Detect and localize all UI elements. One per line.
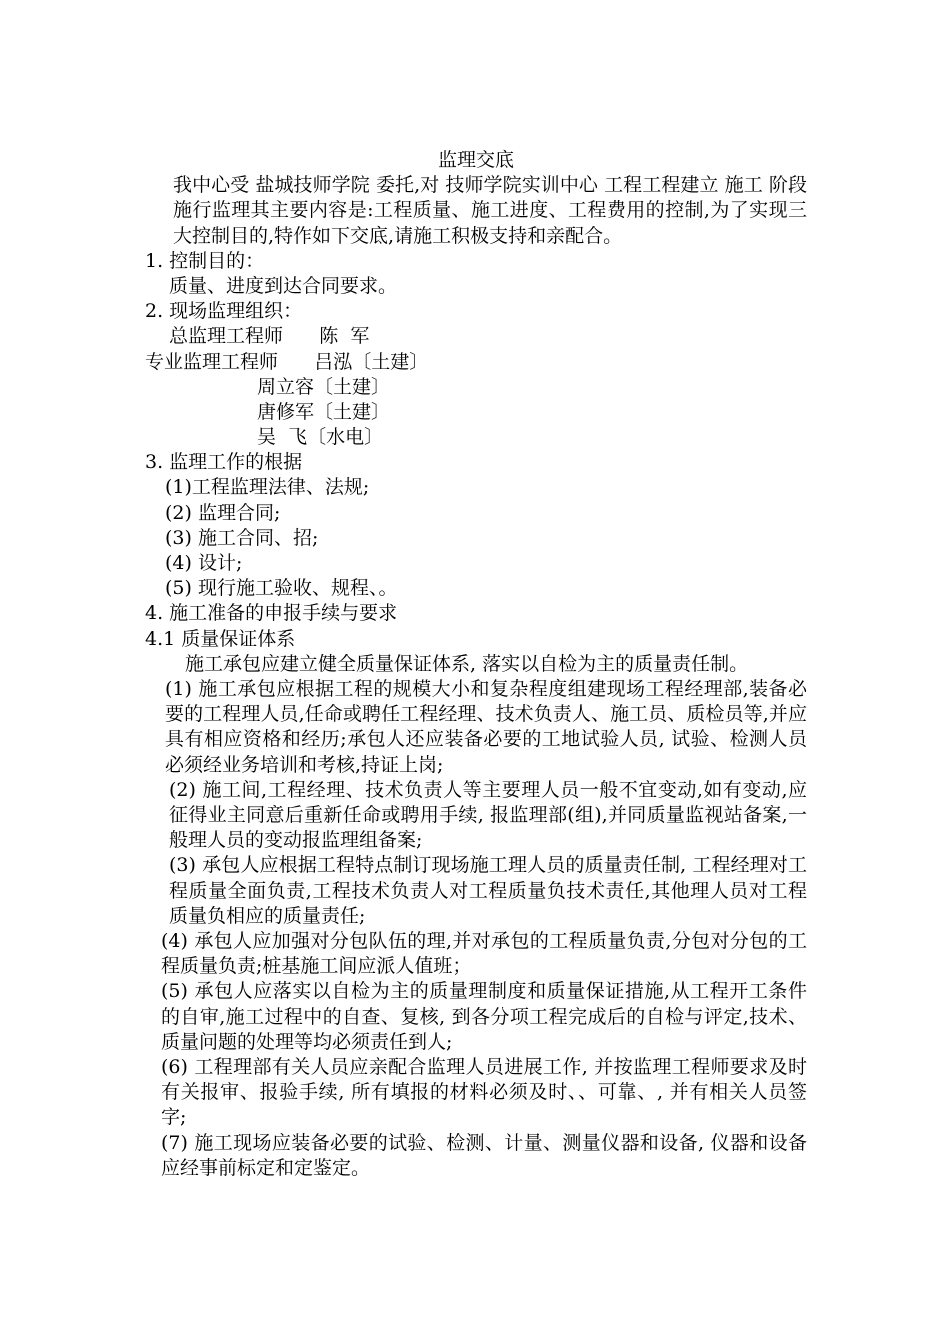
section-4-1-heading: 4.1 质量保证体系 <box>145 627 296 650</box>
basis-item: (5) 现行施工验收、规程、。 <box>165 577 398 600</box>
quality-paragraph: (5) 承包人应落实以自检为主的质量理制度和质量保证措施,从工程开工条件的自审,施工过程中的自查、复核, 到各分项工程完成后的自检与评定,技术、质量问题的处理等均必须责任到人; <box>161 980 807 1053</box>
section-3-heading: 3. 监理工作的根据 <box>145 451 303 474</box>
quality-paragraph: (4) 承包人应加强对分包队伍的理,并对承包的工程质量负责,分包对分包的工程质量负责;桩基施工间应派人值班； <box>161 930 807 978</box>
section-1-body: 质量、进度到达合同要求。 <box>169 274 398 297</box>
section-1-heading: 1. 控制目的： <box>145 249 265 272</box>
basis-item: (2) 监理合同; <box>165 501 281 524</box>
basis-item: (3) 施工合同、招; <box>165 526 319 549</box>
staff-row: 周立容〔土建〕 <box>257 375 391 398</box>
intro-paragraph: 我中心受 盐城技师学院 委托,对 技师学院实训中心 工程工程建立 施工 阶段施行监理其主要内容是:工程质量、施工进度、工程费用的控制,为了实现三大控制目的,特作如下交底,请施工积极支持和亲配合。 <box>173 174 807 247</box>
quality-paragraph: (2) 施工间,工程经理、技术负责人等主要理人员一般不宜变动,如有变动,应征得业主同意后重新任命或聘用手续, 报监理部(组),并同质量监视站备案,一般理人员的变动报监理组备案; <box>169 778 807 852</box>
basis-item: (4) 设计; <box>165 552 243 575</box>
section-2-heading: 2. 现场监理组织： <box>145 300 303 323</box>
quality-lead-paragraph: 施工承包应建立健全质量保证体系, 落实以自检为主的质量责任制。 <box>185 652 749 675</box>
document-page <box>145 148 807 1181</box>
quality-paragraph: (6) 工程理部有关人员应亲配合监理人员进展工作, 并按监理工程师要求及时有关报审、报验手续, 所有填报的材料必须及时、、可靠、, 并有相关人员签字; <box>161 1056 807 1129</box>
basis-item: (1)工程监理法律、法规; <box>165 476 370 499</box>
section-4-heading: 4. 施工准备的申报手续与要求 <box>145 602 398 625</box>
quality-paragraph: (1) 施工承包应根据工程的规模大小和复杂程度组建现场工程经理部,装备必要的工程理人员,任命或聘任工程经理、技术负责人、施工员、质检员等,并应具有相应资格和经历;承包人还应装备必要的工地试验人员, 试验、检测人员必须经业务培训和考核,持证上岗; <box>165 678 807 776</box>
quality-paragraph: (3) 承包人应根据工程特点制订现场施工理人员的质量责任制, 工程经理对工程质量全面负责,工程技术负责人对工程质量负技术责任,其他理人员对工程质量负相应的质量责任; <box>169 854 807 927</box>
staff-row: 唐修军〔土建〕 <box>257 400 391 423</box>
document-title: 监理交底 <box>437 149 514 171</box>
quality-paragraph: (7) 施工现场应装备必要的试验、检测、计量、测量仪器和设备, 仪器和设备应经事前标定和定鉴定。 <box>161 1131 807 1179</box>
staff-row: 吴 飞〔水电〕 <box>257 426 384 449</box>
staff-row-specialist: 专业监理工程师 吕泓〔土建〕 <box>145 350 429 373</box>
staff-row-chief: 总监理工程师 陈 军 <box>169 325 370 348</box>
